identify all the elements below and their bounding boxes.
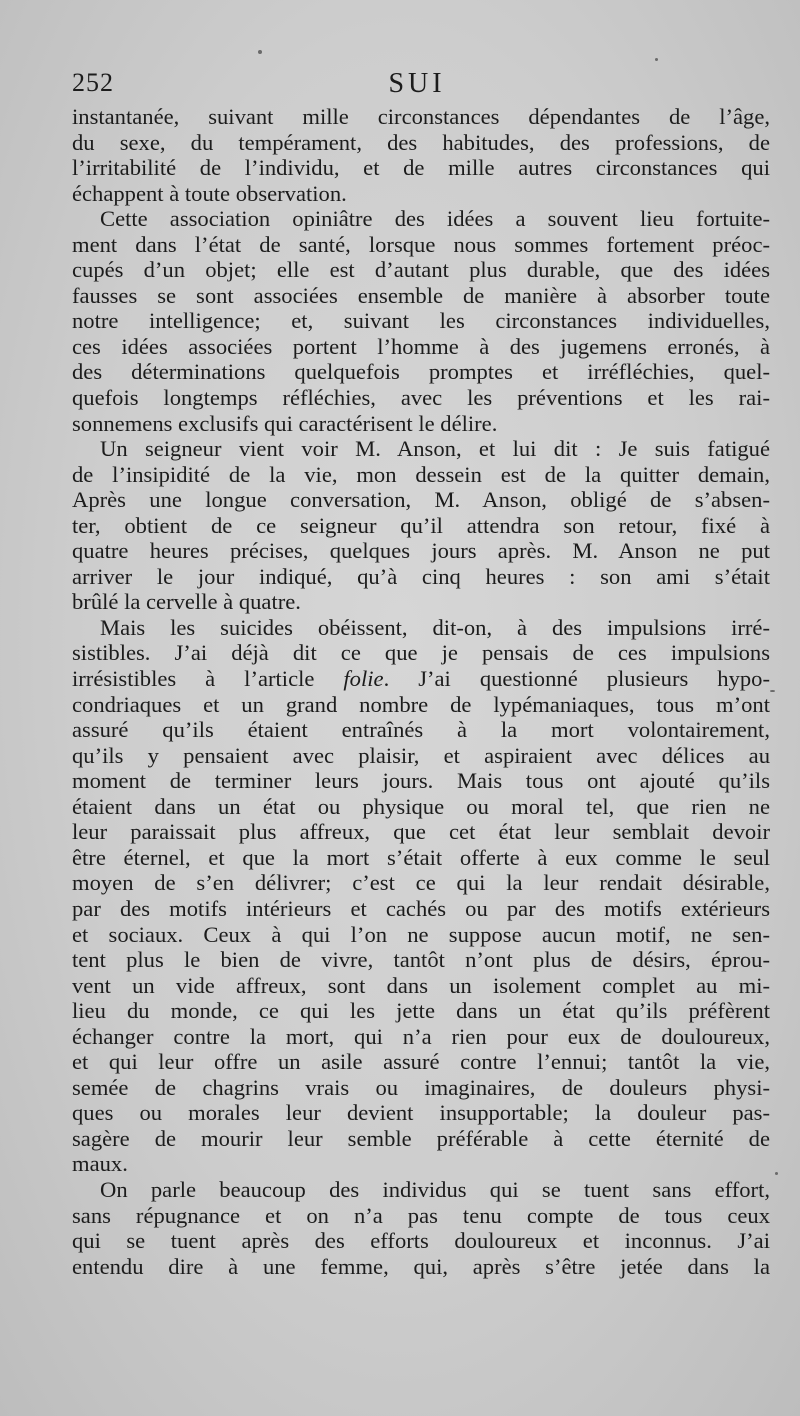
- text-line: moment de terminer leurs jours. Mais tous ont ajouté qu’ils: [72, 768, 770, 794]
- text-line: leur paraissait plus affreux, que cet état leur semblait devoir: [72, 819, 770, 845]
- paper-speck: [258, 50, 262, 54]
- page-number: 252: [72, 68, 114, 97]
- text-line: Cette association opiniâtre des idées a souvent lieu fortuite-: [100, 206, 770, 232]
- text-line: sans répugnance et on n’a pas tenu compte de tous ceux: [72, 1202, 770, 1228]
- italic-word: folie: [343, 666, 384, 692]
- text-line: de l’insipidité de la vie, mon dessein est de la quitter demain,: [72, 461, 770, 487]
- text-line: Un seigneur vient voir M. Anson, et lui dit : Je suis fatigué: [100, 436, 770, 462]
- text-line: entendu dire à une femme, qui, après s’être jetée dans la: [72, 1253, 770, 1279]
- text-line: sistibles. J’ai déjà dit ce que je pensais de ces impulsions: [72, 640, 770, 666]
- text-line: par des motifs intérieurs et cachés ou par des motifs extérieurs: [72, 895, 770, 921]
- text-line: vent un vide affreux, sont dans un isolement complet au mi-: [72, 972, 770, 998]
- text-line: des déterminations quelquefois promptes et irréfléchies, quel-: [72, 359, 770, 385]
- text-line: brûlé la cervelle à quatre.: [72, 589, 301, 615]
- body-text: [72, 104, 770, 1279]
- text-line: et sociaux. Ceux à qui l’on ne suppose aucun motif, ne sen-: [72, 921, 770, 947]
- text-line: moyen de s’en délivrer; c’est ce qui la leur rendait désirable,: [72, 870, 770, 896]
- paper-speck: [770, 690, 775, 692]
- paper-speck: [775, 1172, 778, 1175]
- text-line: sonnemens exclusifs qui caractérisent le délire.: [72, 410, 498, 436]
- text-line: étaient dans un état ou physique ou moral tel, que rien ne: [72, 793, 770, 819]
- text-line: cupés d’un objet; elle est d’autant plus durable, que des idées: [72, 257, 770, 283]
- text-line: ces idées associées portent l’homme à des jugemens erronés, à: [72, 333, 770, 359]
- text-line: quatre heures précises, quelques jours après. M. Anson ne put: [72, 538, 770, 564]
- text-line: ter, obtient de ce seigneur qu’il attendra son retour, fixé à: [72, 512, 770, 538]
- text-line: quefois longtemps réfléchies, avec les préventions et les rai-: [72, 385, 770, 411]
- text-line: du sexe, du tempérament, des habitudes, des professions, de: [72, 129, 770, 155]
- page-header: [72, 68, 762, 102]
- text-line: semée de chagrins vrais ou imaginaires, de douleurs physi-: [72, 1074, 770, 1100]
- text-line: lieu du monde, ce qui les jette dans un état qu’ils préfèrent: [72, 998, 770, 1024]
- text-line: être éternel, et que la mort s’était offerte à eux comme le seul: [72, 844, 770, 870]
- text-line: notre intelligence; et, suivant les circonstances individuelles,: [72, 308, 770, 334]
- text-line: instantanée, suivant mille circonstances dépendantes de l’âge,: [72, 104, 770, 129]
- text-line: échanger contre la mort, qui n’a rien pour eux de douloureux,: [72, 1023, 770, 1049]
- text-line: ment dans l’état de santé, lorsque nous sommes fortement préoc-: [72, 231, 770, 257]
- text-line: sagère de mourir leur semble préférable à cette éternité de: [72, 1125, 770, 1151]
- running-head: SUI: [388, 68, 446, 99]
- text-line: maux.: [72, 1151, 128, 1177]
- text-line: irrésistibles à l’article folie. J’ai questionné plusieurs hypo-: [72, 666, 770, 692]
- text-line: assuré qu’ils étaient entraînés à la mort volontairement,: [72, 717, 770, 743]
- text-line: fausses se sont associées ensemble de manière à absorber toute: [72, 282, 770, 308]
- text-line: arriver le jour indiqué, qu’à cinq heures : son ami s’était: [72, 563, 770, 589]
- text-line: condriaques et un grand nombre de lypémaniaques, tous m’ont: [72, 691, 770, 717]
- text-line: On parle beaucoup des individus qui se tuent sans effort,: [100, 1176, 770, 1202]
- text-line: tent plus le bien de vivre, tantôt n’ont plus de désirs, éprou-: [72, 947, 770, 973]
- paper-speck: [655, 58, 658, 61]
- text-line: qu’ils y pensaient avec plaisir, et aspiraient avec délices au: [72, 742, 770, 768]
- text-line: échappent à toute observation.: [72, 180, 347, 206]
- text-line: qui se tuent après des efforts douloureux et inconnus. J’ai: [72, 1228, 770, 1254]
- text-line: Après une longue conversation, M. Anson, obligé de s’absen-: [72, 487, 770, 513]
- text-line: Mais les suicides obéissent, dit-on, à des impulsions irré-: [100, 614, 770, 640]
- text-line: ques ou morales leur devient insupportable; la douleur pas-: [72, 1100, 770, 1126]
- text-line: et qui leur offre un asile assuré contre l’ennui; tantôt la vie,: [72, 1049, 770, 1075]
- text-line: l’irritabilité de l’individu, et de mille autres circonstances qui: [72, 155, 770, 181]
